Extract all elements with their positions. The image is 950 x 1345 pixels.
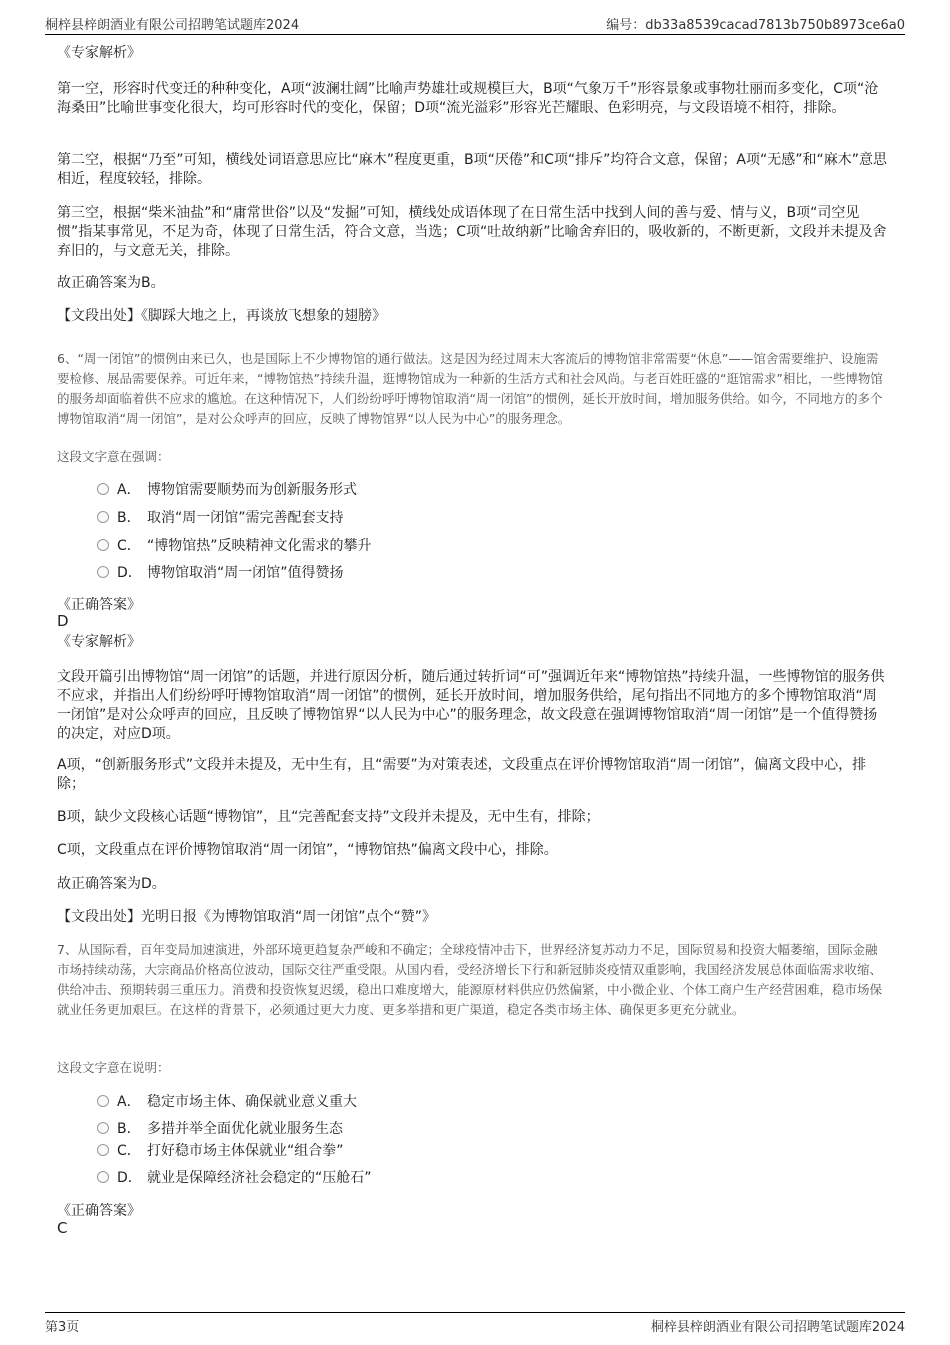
radio-icon[interactable] (97, 1122, 109, 1134)
analysis-para: B项，缺少文段核心话题“博物馆”，且“完善配套支持”文段并未提及，无中生有，排除； (57, 809, 600, 825)
radio-icon[interactable] (97, 511, 109, 523)
analysis-para: C项，文段重点在评价博物馆取消“周一闭馆”，“博物馆热”偏离文段中心，排除。 (57, 842, 558, 858)
question-7-text: 7、从国际看，百年变局加速演进，外部环境更趋复杂严峻和不确定；全球疫情冲击下，世界经济复苏动力不足，国际贸易和投资大幅萎缩，国际金融市场持续动荡，大宗商品价格高位波动，国际交往严重受限。从国内看，受经济增长下行和新冠肺炎疫情双重影响，我国经济发展总体面临需求收缩、供给冲击、预期转弱三重压力。消费和投资恢复迟缓，稳出口难度增大，能源原材料供应仍然偏紧，中小微企业、个体工商户生产经营困难，稳市场保就业任务更加艰巨。在这样的背景下，必须通过更大力度、更多举措和更广渠道，稳定各类市场主体、确保更多更充分就业。 (57, 942, 883, 1017)
radio-icon[interactable] (97, 483, 109, 495)
header-code-value: db33a8539cacad7813b750b8973ce6a0 (645, 18, 905, 33)
answer-value: C (57, 1219, 68, 1237)
question-6-prompt: 这段文字意在强调： (57, 449, 170, 464)
radio-icon[interactable] (97, 1095, 109, 1107)
answer-label: 《正确答案》 (57, 597, 141, 613)
option-c[interactable]: C． “博物馆热”反映精神文化需求的攀升 (97, 536, 372, 556)
option-d[interactable]: D． 就业是保障经济社会稳定的“压舱石” (97, 1168, 372, 1188)
option-d[interactable]: D． 博物馆取消“周一闭馆”值得赞扬 (97, 563, 344, 583)
header-code-label: 编号： (606, 18, 646, 33)
page-footer (45, 1312, 905, 1335)
analysis-para: 第三空，根据“柴米油盐”和“庸常世俗”以及“发掘”可知，横线处成语体现了在日常生活中找到人间的善与爱、情与义，B项“司空见惯”指某事常见，不足为奇，体现了日常生活，符合文意，当选；C项“吐故纳新”比喻舍弃旧的，吸收新的，不断更新，文段并未提及舍弃旧的，与文意无关，排除。 (57, 205, 887, 259)
analysis-para: 文段开篇引出博物馆“周一闭馆”的话题，并进行原因分析，随后通过转折词“可”强调近年来“博物馆热”持续升温，一些博物馆的服务供不应求，并指出人们纷纷呼吁博物馆取消“周一闭馆”的惯例，延长开放时间，增加服务供给，尾句指出不同地方的多个博物馆取消“周一闭馆”是对公众呼声的回应，且反映了博物馆界“以人民为中心”的服务理念，故文段意在强调博物馆取消“周一闭馆”是一个值得赞扬的决定，对应D项。 (57, 669, 885, 742)
question-7-prompt: 这段文字意在说明： (57, 1060, 170, 1075)
option-c[interactable]: C． 打好稳市场主体保就业“组合拳” (97, 1141, 344, 1161)
radio-icon[interactable] (97, 539, 109, 551)
radio-icon[interactable] (97, 1171, 109, 1183)
radio-icon[interactable] (97, 1144, 109, 1156)
analysis-para: A项，“创新服务形式”文段并未提及，无中生有，且“需要”为对策表述，文段重点在评价博物馆取消“周一闭馆”，偏离文段中心，排除； (57, 757, 867, 792)
analysis-para: 第二空，根据“乃至”可知，横线处词语意思应比“麻木”程度更重，B项“厌倦”和C项“排斥”均符合文意，保留；A项“无感”和“麻木”意思相近，程度较轻，排除。 (57, 152, 887, 187)
page-number: 第3页 (45, 1320, 80, 1335)
option-b[interactable]: B． 多措并举全面优化就业服务生态 (97, 1119, 343, 1139)
header-code (606, 14, 905, 33)
option-b[interactable]: B． 取消“周一闭馆”需完善配套支持 (97, 508, 344, 528)
source-citation: 【文段出处】《脚踩大地之上，再谈放飞想象的翅膀》 (57, 308, 386, 324)
answer-label: 《正确答案》 (57, 1203, 141, 1219)
footer-title: 桐梓县梓朗酒业有限公司招聘笔试题库2024 (650, 1320, 905, 1335)
answer-statement: 故正确答案为D。 (57, 876, 166, 892)
question-6-text: 6、“周一闭馆”的惯例由来已久，也是国际上不少博物馆的通行做法。这是因为经过周末大客流后的博物馆非常需要“休息”——馆舍需要维护、设施需要检修、展品需要保养。可近年来，“博物馆热”持续升温，逛博物馆成为一种新的生活方式和社会风尚。与老百姓旺盛的“逛馆需求”相比，一些博物馆的服务却面临着供不应求的尴尬。在这种情况下，人们纷纷呼吁博物馆取消“周一闭馆”的惯例，延长开放时间，增加服务供给。如今，不同地方的多个博物馆取消“周一闭馆”，是对公众呼声的回应，反映了博物馆界“以人民为中心”的服务理念。 (57, 351, 883, 426)
analysis-para: 第一空，形容时代变迁的种种变化，A项“波澜壮阔”比喻声势雄壮或规模巨大，B项“气象万千”形容景象或事物壮丽而多变化，C项“沧海桑田”比喻世事变化很大，均可形容时代的变化，保留；D项“流光溢彩”形容光芒耀眼、色彩明亮，与文段语境不相符，排除。 (57, 81, 879, 116)
page-header (45, 14, 905, 35)
radio-icon[interactable] (97, 566, 109, 578)
header-title: 桐梓县梓朗酒业有限公司招聘笔试题库2024 (45, 18, 300, 33)
answer-statement: 故正确答案为B。 (57, 275, 165, 291)
option-a[interactable]: A． 稳定市场主体、确保就业意义重大 (97, 1092, 357, 1112)
answer-value: D (57, 612, 69, 630)
source-citation: 【文段出处】光明日报《为博物馆取消“周一闭馆”点个“赞”》 (57, 909, 437, 925)
analysis-label-1: 《专家解析》 (57, 45, 141, 61)
option-a[interactable]: A． 博物馆需要顺势而为创新服务形式 (97, 480, 357, 500)
analysis-label-6: 《专家解析》 (57, 634, 141, 650)
